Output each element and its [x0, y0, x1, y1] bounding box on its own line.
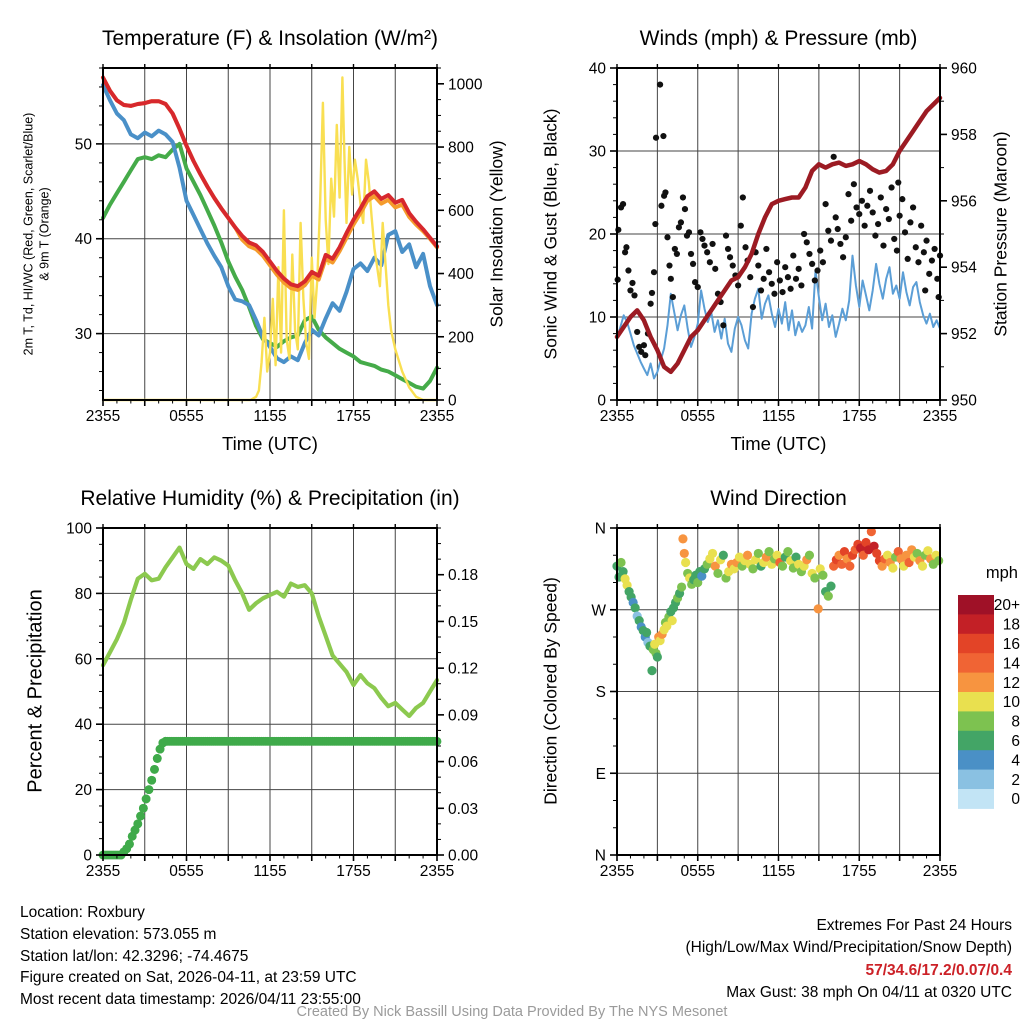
svg-text:60: 60	[74, 651, 92, 669]
svg-text:0555: 0555	[680, 863, 715, 880]
svg-text:16: 16	[1002, 636, 1020, 653]
extremes-title: Extremes For Past 24 Hours	[816, 917, 1012, 934]
figure-created-timestamp: Figure created on Sat, 2026-04-11, at 23:59 UTC	[20, 969, 357, 987]
station-elevation: Station elevation: 573.055 m	[20, 925, 217, 943]
svg-text:20+: 20+	[993, 597, 1020, 615]
svg-text:2355: 2355	[599, 863, 635, 880]
series-wind-direction	[612, 527, 943, 675]
svg-text:800: 800	[448, 139, 474, 157]
svg-text:200: 200	[448, 329, 474, 347]
svg-text:20: 20	[588, 226, 606, 244]
svg-text:20: 20	[74, 782, 92, 800]
svg-text:12: 12	[1002, 674, 1020, 692]
yaxis-label-temperature-left-line1: 2m T, Td, HI/WC (Red, Green, Scarlet/Blue)	[21, 112, 36, 356]
station-latlon: Station lat/lon: 42.3296; -74.4675	[20, 947, 249, 965]
svg-text:10: 10	[1002, 694, 1020, 712]
svg-text:954: 954	[951, 259, 977, 277]
svg-text:600: 600	[448, 202, 474, 220]
chart-title-humidity-precipitation: Relative Humidity (%) & Precipitation (in)	[80, 487, 460, 510]
svg-text:N: N	[594, 847, 606, 865]
svg-text:30: 30	[74, 326, 92, 344]
svg-text:100: 100	[66, 520, 92, 538]
svg-text:0.15: 0.15	[448, 613, 479, 631]
svg-text:1755: 1755	[842, 408, 877, 425]
svg-text:0.00: 0.00	[448, 847, 479, 865]
svg-text:2355: 2355	[599, 408, 635, 425]
chart-humidity-precipitation	[66, 521, 478, 881]
yaxis-label-temperature-left-line2: & 9m T (Orange)	[37, 187, 51, 281]
credit-line: Created By Nick Bassill Using Data Provided By The NYS Mesonet	[296, 1004, 728, 1020]
svg-text:952: 952	[951, 326, 977, 344]
extremes-subtitle: (High/Low/Max Wind/Precipitation/Snow Depth)	[685, 939, 1012, 957]
svg-text:S: S	[595, 684, 606, 701]
svg-text:40: 40	[588, 60, 606, 78]
svg-text:960: 960	[951, 60, 977, 78]
svg-text:2355: 2355	[419, 408, 455, 425]
svg-text:W: W	[591, 602, 606, 620]
svg-text:40: 40	[74, 231, 92, 249]
colorbar-title-mph: mph	[985, 564, 1018, 582]
chart-title-temperature-insolation: Temperature (F) & Insolation (W/m²)	[101, 27, 439, 50]
xaxis-label-winds: Time (UTC)	[730, 433, 827, 454]
svg-text:30: 30	[588, 143, 606, 161]
svg-text:4: 4	[1011, 752, 1020, 770]
xaxis-label-temperature: Time (UTC)	[222, 433, 318, 454]
svg-text:6: 6	[1011, 733, 1020, 750]
svg-text:2355: 2355	[922, 408, 958, 425]
svg-text:0: 0	[83, 847, 92, 865]
svg-text:0.03: 0.03	[448, 800, 479, 818]
chart-title-wind-direction: Wind Direction	[710, 487, 847, 510]
most-recent-data-timestamp: Most recent data timestamp: 2026/04/11 23:55:00	[20, 991, 361, 1009]
svg-text:1755: 1755	[842, 863, 877, 880]
extremes-values: 57/34.6/17.2/0.07/0.4	[865, 961, 1012, 979]
svg-text:1755: 1755	[336, 408, 371, 425]
chart-title-winds-pressure: Winds (mph) & Pressure (mb)	[639, 27, 918, 50]
svg-text:1155: 1155	[253, 408, 287, 425]
svg-text:2355: 2355	[85, 408, 121, 425]
chart-winds-pressure	[589, 61, 977, 426]
svg-text:0555: 0555	[680, 408, 715, 425]
svg-text:40: 40	[74, 716, 92, 734]
svg-text:0555: 0555	[169, 863, 204, 880]
svg-text:18: 18	[1002, 616, 1020, 634]
svg-text:N: N	[594, 520, 606, 538]
svg-text:958: 958	[951, 126, 977, 144]
svg-text:0: 0	[1011, 791, 1020, 809]
svg-text:8: 8	[1011, 713, 1020, 731]
svg-text:950: 950	[951, 392, 977, 410]
svg-text:1155: 1155	[761, 408, 796, 425]
svg-text:2355: 2355	[419, 863, 455, 880]
svg-text:2: 2	[1011, 771, 1020, 789]
svg-text:10: 10	[588, 309, 606, 327]
max-gust-text: Max Gust: 38 mph On 04/11 at 0320 UTC	[726, 984, 1012, 1002]
svg-text:0.06: 0.06	[448, 754, 479, 772]
svg-text:50: 50	[74, 136, 92, 154]
svg-text:0.09: 0.09	[448, 707, 479, 725]
svg-text:0.12: 0.12	[448, 660, 479, 678]
svg-text:14: 14	[1002, 655, 1020, 673]
station-info-block	[20, 902, 361, 1011]
svg-text:E: E	[595, 765, 606, 783]
svg-text:2355: 2355	[922, 863, 958, 880]
svg-text:0: 0	[448, 392, 457, 410]
svg-text:400: 400	[448, 266, 474, 284]
svg-text:1155: 1155	[253, 863, 287, 880]
mesonet-station-dashboard: 2355 0555 1155 1755 2355 30 40 50 0 200 400 600 800 1000 2355 0555 1155 1755 2355 0 10 20 30 40 950 952 954 956 958 960 2355 0555 1155 1755 2355 0 20 40 60 80 100 0.00 0.03 0.06 0.09 0.12 0.15 0.18 2355 0555 1155 1755 2355 N E S W N 20+ 18 16 14 12 10 8 6 4 2 0 Temperature (F) & Insolation (W/m²) Winds (mph) & Pressure (mb) Relative Humidity (%) & Precipitation (in) Wind Direction Time (UTC) Time (UTC) 2m T, Td, HI/WC (Red, Green, Scarlet/Blue) & 9m T (Orange) Solar Insolation (Yellow) Sonic Wind & Gust (Blue, Black) Station Pressure (Maroon) Percent & Precipitation Direction (Colored By Speed) mph Location: Roxbury Station elevation: 573.055 m Station lat/lon: 42.3296; -74.4675 Figure created on Sat, 2026-04-11, at 23:59 UTC Most recent data timestamp: 2026/04/11 23:55:00 Extremes For Past 24 Hours (High/Low/Max Wind/Precipitation/Snow Depth) 57/34.6/17.2/0.07/0.4 Max Gust: 38 mph On 04/11 at 0320 UTC Created By Nick Bassill Using Data Provided By The NYS Mesonet	[0, 0, 1024, 1024]
svg-text:0: 0	[597, 392, 606, 410]
svg-text:1000: 1000	[448, 76, 483, 94]
extremes-block	[686, 915, 1013, 1005]
svg-text:956: 956	[951, 193, 977, 211]
svg-text:1755: 1755	[336, 863, 371, 880]
svg-text:0.18: 0.18	[448, 567, 479, 585]
svg-text:0555: 0555	[169, 408, 204, 425]
station-location: Location: Roxbury	[20, 904, 145, 921]
svg-text:1155: 1155	[761, 863, 796, 880]
speed-colorbar	[958, 595, 1020, 809]
svg-text:80: 80	[74, 585, 92, 603]
svg-text:2355: 2355	[85, 863, 121, 880]
chart-temperature-insolation	[75, 64, 483, 425]
